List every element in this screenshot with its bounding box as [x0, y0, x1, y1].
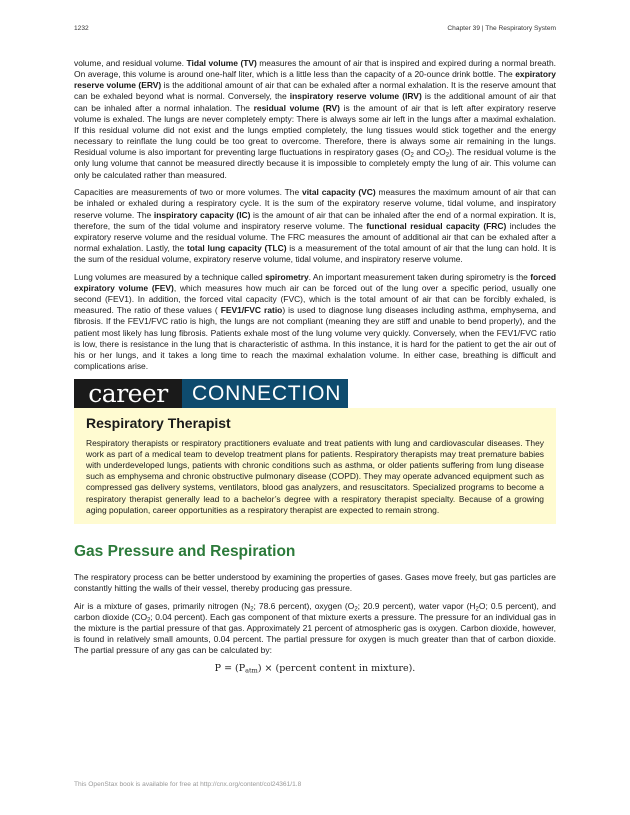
- text-run: ) is used to diagnose lung diseases including asthma, emphysema, and fibrosis. If the FEV1/FVC ratio is high, the lungs are not compliant (meaning they are stiff and unable to bend properly), and the patient most likely has lung fibrosis. Patients exhale most of the lung volume very quickly. Conversely, when the FEV1/FVC ratio is low, there is resistance in the lung that is characteristic of asthma. In this instance, it is hard for the patient to get the air out of his or her lungs, and it takes a long time to reach the maximal exhalation volume. In either case, breathing is difficult and complications arise.: [74, 305, 557, 372]
- term-fev1-fvc-ratio: FEV1/FVC ratio: [220, 305, 283, 316]
- subscript: 2: [475, 606, 479, 613]
- formula-part: P = (P: [214, 662, 246, 674]
- subscript: 2: [354, 606, 358, 613]
- term-tlc: total lung capacity (TLC): [186, 243, 287, 253]
- term-erv: expiratory reserve volume (ERV): [74, 69, 556, 91]
- term-fev: forced expiratory volume (FEV): [74, 271, 556, 293]
- page-number: 1232: [74, 25, 89, 32]
- term-tidal-volume: Tidal volume (TV): [186, 58, 257, 68]
- text-run: Lung volumes are measured by a technique called: [74, 271, 266, 282]
- text-run: measures the maximum amount of air that can be inhaled or exhaled during a respiratory cycle. It is the sum of the expiratory reserve volume, tidal volume, and inspiratory reserve volume. The: [74, 187, 557, 220]
- text-run: is the amount of air that can be inhaled after the end of a normal expiration. It is, therefore, the sum of the tidal volume and inspiratory reserve volume. The: [74, 209, 556, 231]
- text-run: is the additional amount of air that can be exhaled after a normal exhalation. It is the reserve amount that can be exhaled beyond what is normal. Conversely, the: [74, 80, 556, 102]
- partial-pressure-formula: [74, 663, 556, 674]
- text-run: is a measurement of the total amount of air that the lung can hold. It is the sum of the residual volume, expiratory reserve volume, tidal volume, and inspiratory reserve volume.: [74, 243, 557, 265]
- career-feature-box: [74, 408, 556, 524]
- text-run: Air is a mixture of gases, primarily nitrogen (N: [74, 600, 251, 611]
- career-logo: career: [74, 379, 182, 408]
- career-title: Respiratory Therapist: [86, 414, 231, 431]
- career-connection-banner: [74, 379, 348, 408]
- text-run: includes the expiratory reserve volume and the residual volume. The FRC measures the amount of additional air that can be exhaled after a normal exhalation. Lastly, the: [74, 220, 556, 253]
- career-body: Respiratory therapists or respiratory practitioners evaluate and treat patients with lung and cardiovascular diseases. They work as part of a medical team to develop treatment plans for patients. Respiratory therapists may treat premature babies with underdeveloped lungs, patients with chronic conditions such as asthma, or older patients suffering from lung disease such as emphysema and chronic obstructive pulmonary disease (COPD). They may operate advanced equipment such as compressed gas delivery systems, ventilators, blood gas analyzers, and resuscitators. Specialized programs to become a respiratory therapist generally lead to a bachelor’s degree with a respiratory therapist specialty. Because of a growing aging population, career opportunities as a respiratory therapist are expected to remain strong.: [86, 437, 544, 515]
- text-run: ; 78.6 percent), oxygen (O: [253, 600, 355, 611]
- text-run: ; 0.04 percent). Each gas component of that mixture exerts a pressure. The pressure for an individual gas in the mixture is the partial pressure of that gas. Approximately 21 percent of atmospheric gas is oxygen. Carbon dioxide, however, is found in relatively small amounts, 0.04 percent. The partial pressure for oxygen is much greater than that of carbon dioxide. The partial pressure of any gas can be calculated by:: [74, 611, 556, 656]
- term-irv: inspiratory reserve volume (IRV): [289, 91, 422, 102]
- text-run: measures the amount of air that is inspired and expired during a normal breath. On average, this volume is around one-half liter, which is a little less than the capacity of a 20-ounce drink bottle. The: [74, 58, 556, 80]
- term-vital-capacity: vital capacity (VC): [302, 187, 376, 198]
- term-residual-volume: residual volume (RV): [253, 102, 340, 113]
- connection-label: CONNECTION: [182, 379, 348, 408]
- text-run: ). The residual volume is the only lung volume that cannot be measured directly because it is impossible to completely empty the lung of air. This volume can only be calculated rather than measured.: [74, 147, 556, 180]
- text-run: Capacities are measurements of two or more volumes. The: [74, 187, 303, 198]
- paragraph-lung-volumes: [74, 58, 556, 181]
- term-frc: functional residual capacity (FRC): [366, 220, 507, 231]
- paragraph-spirometry: [74, 272, 556, 372]
- text-run: is the additional amount of air that can be inhaled after a normal inhalation. The: [74, 91, 556, 113]
- page-content: [74, 58, 556, 674]
- section-heading: Gas Pressure and Respiration: [74, 542, 296, 560]
- text-run: ; 20.9 percent), water vapor (H: [357, 600, 476, 611]
- text-run: . An important measurement taken during spirometry is the: [308, 271, 531, 282]
- paragraph-capacities: [74, 187, 556, 265]
- subscript: 2: [445, 152, 450, 159]
- term-spirometry: spirometry: [265, 271, 309, 282]
- text-run: volume, and residual volume.: [74, 58, 187, 68]
- text-run: and CO: [413, 147, 446, 158]
- subscript: 2: [250, 606, 254, 613]
- text-run: , which measures how much air can be forced out of the lung over a specific period, usually one second (FEV1). In addition, the forced vital capacity (FVC), which is the total amount of air that can be forcibly exhaled, is measured. The ratio of these values (: [74, 282, 556, 316]
- term-inspiratory-capacity: inspiratory capacity (IC): [153, 209, 251, 220]
- paragraph-gas-properties: The respiratory process can be better understood by examining the properties of gases. Gases move freely, but gas particles are constantly hitting the walls of their vessel, thereby producing gas pressure.: [74, 571, 556, 593]
- chapter-title: Chapter 39 | The Respiratory System: [447, 25, 556, 32]
- subscript: 2: [410, 152, 414, 159]
- text-run: is the amount of air that is left after expiratory reserve volume is exhaled. The lungs are never completely empty: There is always some air left in the lungs after a maximal exhalation. If this residual volume did not exist and the lungs emptied completely, the lung tissues would stick together and the energy necessary to reinflate the lung could be too great to overcome. Therefore, there is always some air remaining in the lungs. Residual volume is also important for preventing large fluctuations in respiratory gases (O: [74, 102, 556, 158]
- text-run: O; 0.5 percent), and carbon dioxide (CO: [74, 600, 556, 622]
- formula-part: ) × (percent content in mixture).: [257, 662, 416, 674]
- page-footer: This OpenStax book is available for free at http://cnx.org/content/col24361/1.8: [74, 781, 302, 788]
- paragraph-air-mixture: [74, 601, 556, 657]
- subscript: 2: [147, 617, 151, 624]
- formula-subscript: atm: [245, 666, 258, 675]
